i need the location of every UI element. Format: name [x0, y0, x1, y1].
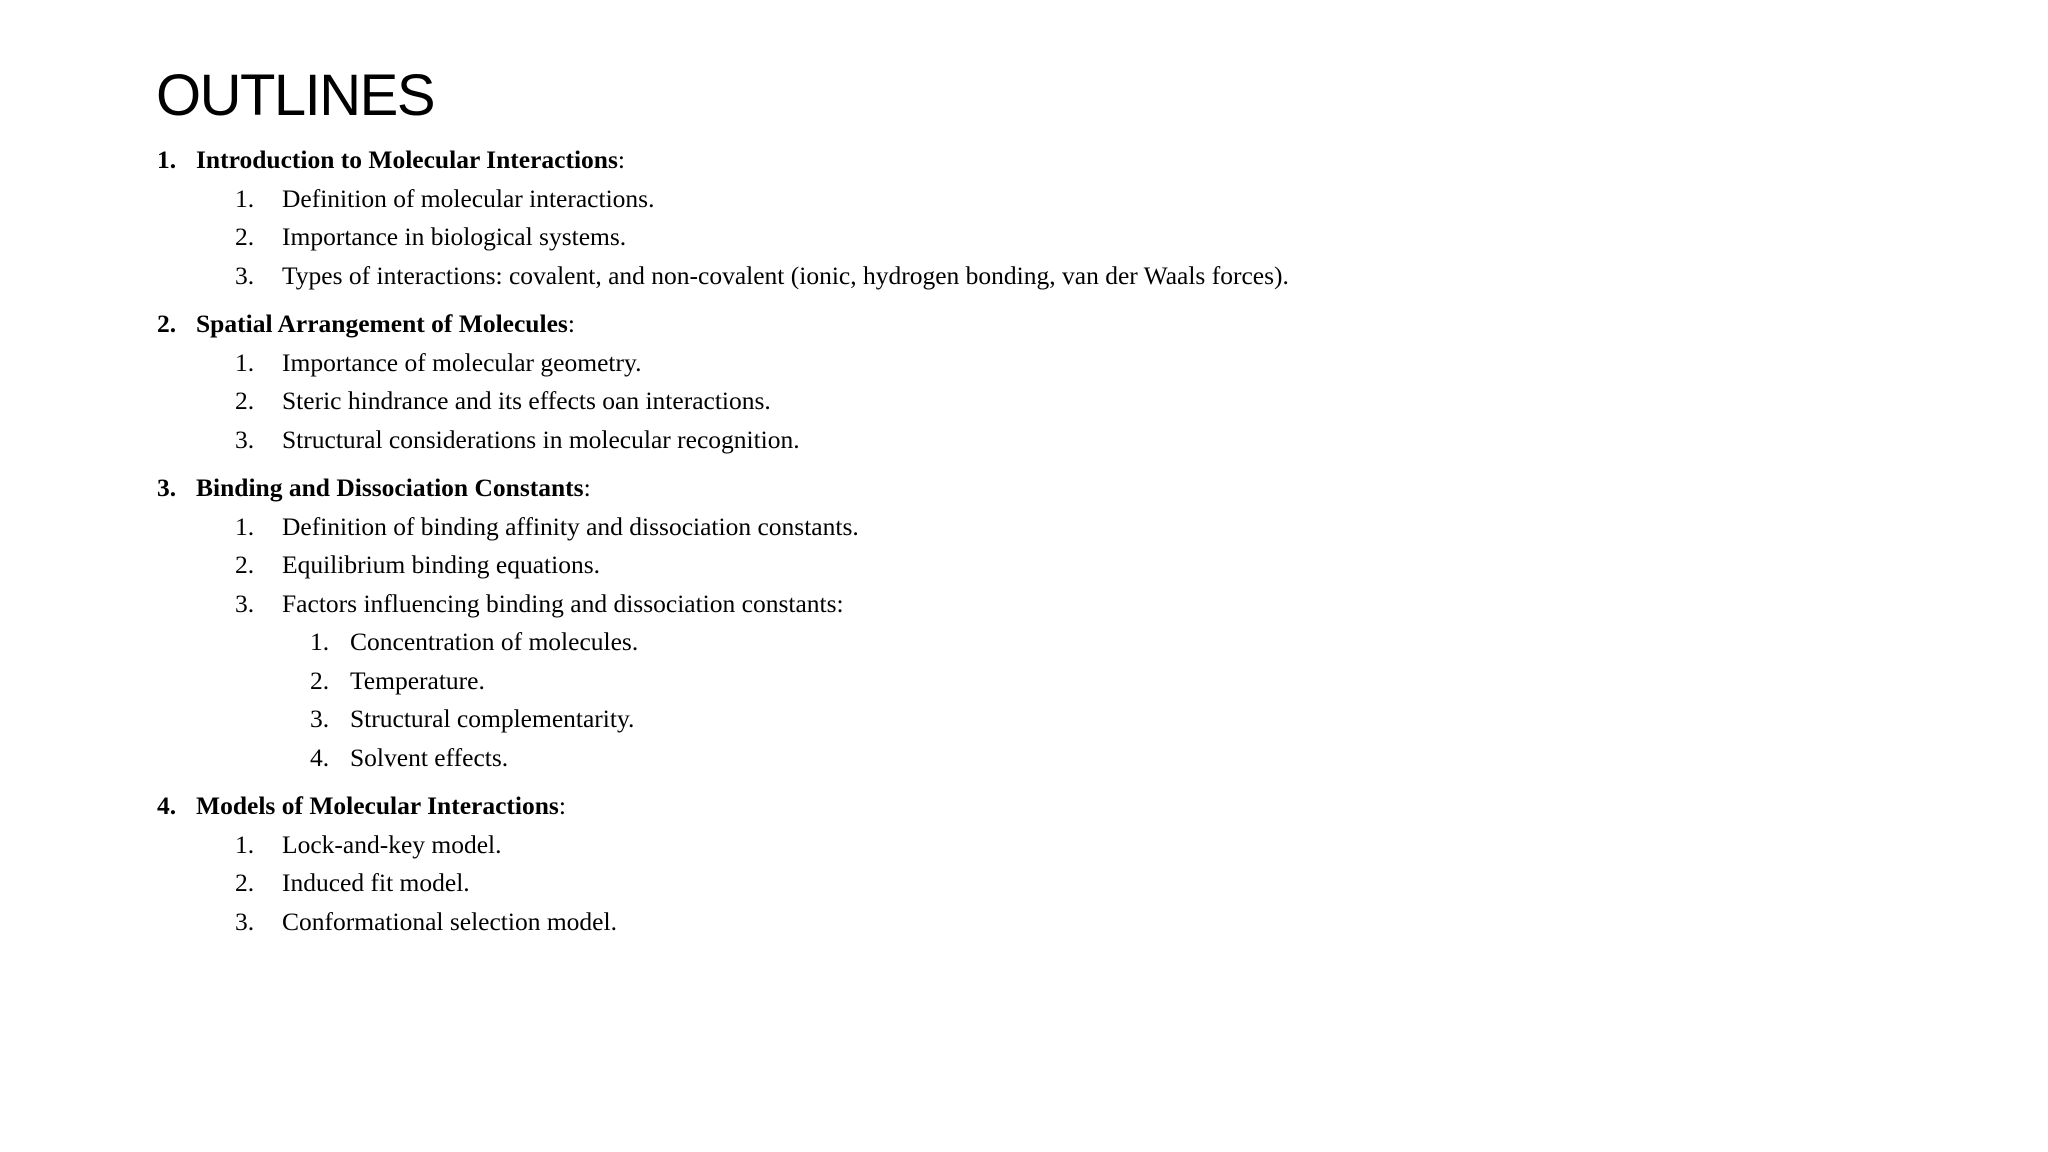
item-number: 2. — [235, 222, 255, 251]
item-text: Induced fit model. — [282, 868, 470, 897]
item-text: Lock-and-key model. — [282, 829, 502, 859]
item-text: Factors influencing binding and dissociation constants: — [282, 588, 844, 618]
item-number: 3. — [235, 424, 255, 454]
item-number: 1. — [235, 829, 255, 859]
section-heading: Spatial Arrangement of Molecules — [196, 309, 568, 338]
item-text: Steric hindrance and its effects oan interactions. — [282, 386, 771, 415]
section-heading: Binding and Dissociation Constants — [196, 473, 584, 502]
section-heading-colon: : — [558, 791, 566, 820]
item-text: Importance in biological systems. — [282, 222, 627, 251]
item-text: Conformational selection model. — [282, 906, 617, 936]
item-text: Definition of binding affinity and dissociation constants. — [282, 511, 859, 541]
subitem-number: 2. — [310, 665, 330, 695]
subitem-number: 3. — [310, 704, 330, 733]
subitem-text: Structural complementarity. — [350, 704, 635, 733]
section-number: 3. — [157, 473, 177, 502]
section-heading-colon: : — [583, 473, 591, 502]
item-number: 3. — [235, 260, 255, 290]
item-number: 2. — [235, 386, 255, 415]
item-text: Equilibrium binding equations. — [282, 550, 601, 579]
section-heading-colon: : — [567, 309, 575, 338]
item-text: Definition of molecular interactions. — [282, 183, 655, 213]
section-number: 2. — [157, 309, 177, 338]
item-number: 2. — [235, 550, 255, 579]
section-heading-colon: : — [617, 145, 626, 174]
subitem-number: 4. — [310, 742, 330, 772]
item-number: 3. — [235, 588, 255, 618]
item-text: Structural considerations in molecular recognition. — [282, 424, 800, 454]
subitem-text: Temperature. — [350, 665, 485, 695]
section-heading: Introduction to Molecular Interactions — [196, 145, 618, 174]
item-number: 1. — [235, 347, 255, 377]
item-number: 2. — [235, 868, 255, 897]
slide-title: OUTLINES — [156, 63, 435, 128]
section-heading: Models of Molecular Interactions — [196, 791, 559, 820]
subitem-number: 1. — [310, 627, 330, 656]
item-number: 3. — [235, 906, 255, 936]
item-text: Types of interactions: covalent, and non-covalent (ionic, hydrogen bonding, van der Waals forces). — [282, 260, 1289, 290]
subitem-text: Solvent effects. — [350, 742, 509, 772]
subitem-text: Concentration of molecules. — [350, 627, 639, 656]
item-text: Importance of molecular geometry. — [282, 347, 642, 377]
item-number: 1. — [235, 511, 255, 541]
section-number: 4. — [157, 791, 177, 820]
item-number: 1. — [235, 183, 255, 213]
section-number: 1. — [157, 145, 177, 174]
